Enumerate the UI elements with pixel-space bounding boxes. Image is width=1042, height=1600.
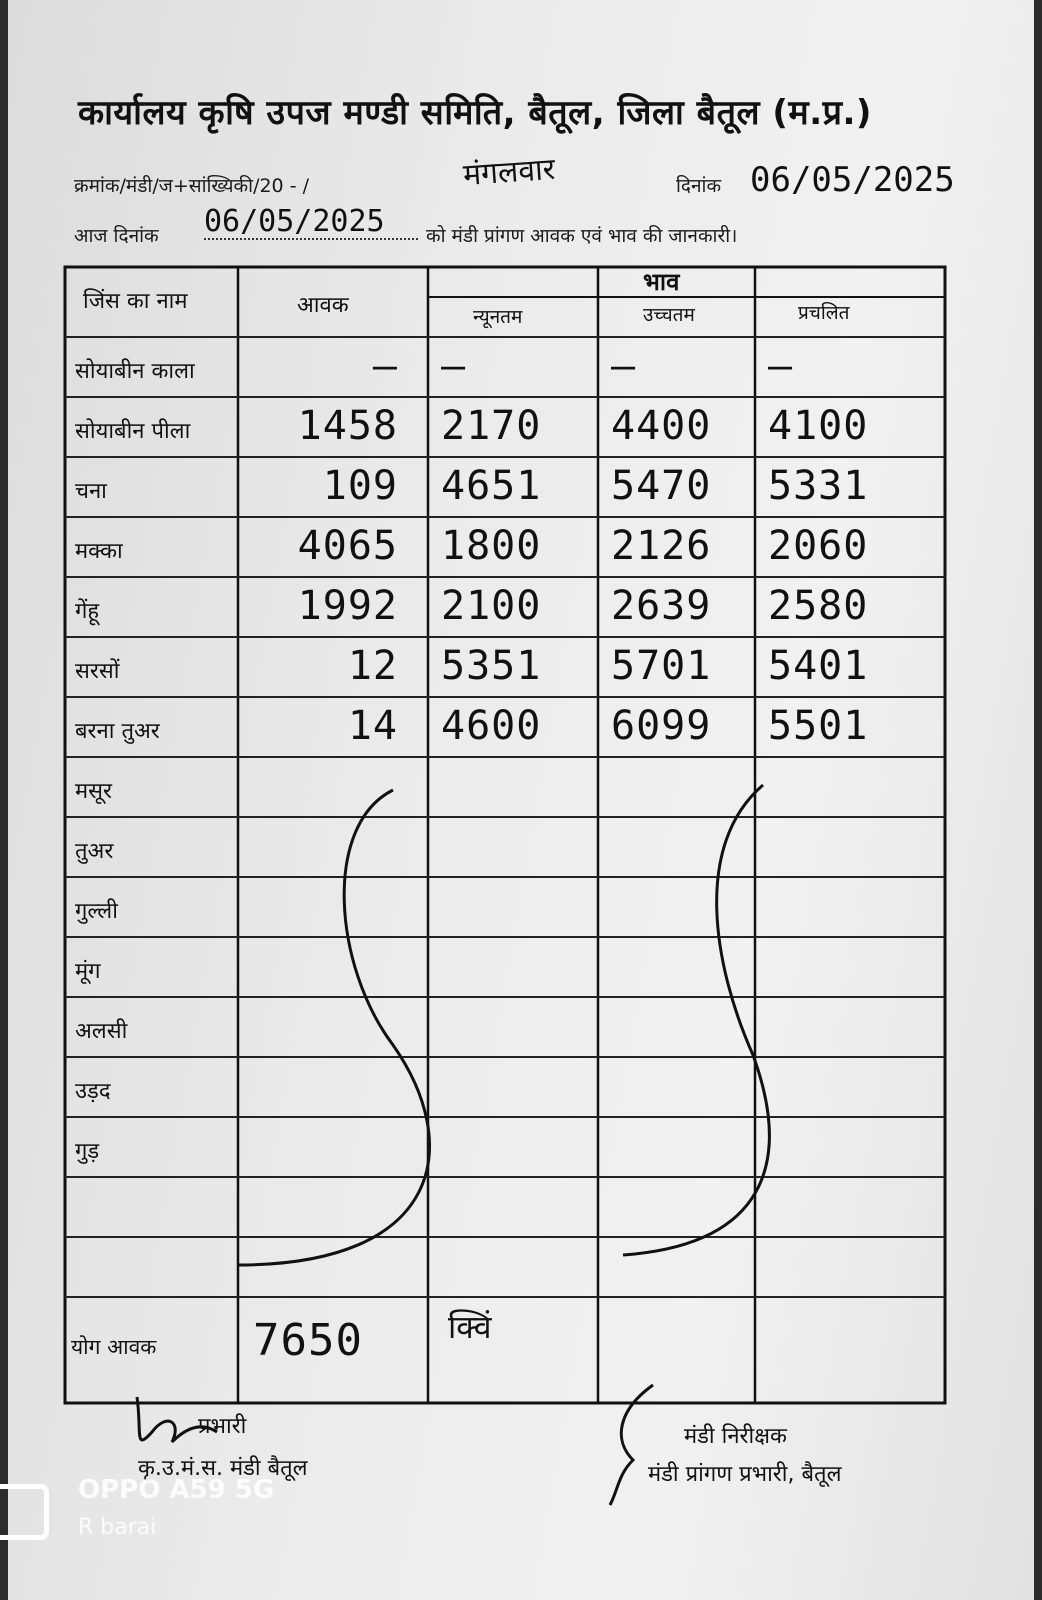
cell-max: 6099: [611, 703, 712, 749]
cell-min: 4651: [441, 463, 542, 509]
header-arrival: आवक: [297, 293, 349, 318]
cell-min: 2100: [441, 583, 542, 629]
right-signature-office: मंडी प्रांगण प्रभारी, बैतूल: [648, 1462, 842, 1487]
watermark-name: R barai: [78, 1515, 157, 1540]
cell-prevailing: 2580: [768, 583, 869, 629]
camera-watermark-logo-icon: [0, 1484, 49, 1540]
total-arrival-value: 7650: [253, 1315, 363, 1366]
commodity-name: मक्का: [75, 539, 123, 564]
right-signature-bracket: [608, 1380, 668, 1510]
document-sheet: [8, 0, 1034, 1600]
day-handwritten: मंगलवार: [462, 151, 557, 194]
cell-arrival: —: [372, 343, 398, 389]
cell-arrival: 12: [347, 643, 398, 689]
camera-watermark: [78, 1475, 274, 1540]
office-title: कार्यालय कृषि उपज मण्डी समिति, बैतूल, जिला बैतूल (म.प्र.): [78, 93, 872, 133]
commodity-name: गुल्ली: [75, 899, 118, 924]
report-subtitle: को मंडी प्रांगण आवक एवं भाव की जानकारी।: [426, 225, 738, 247]
cell-max: 2639: [611, 583, 712, 629]
commodity-name: गेंहू: [75, 599, 100, 624]
cell-arrival: 1458: [297, 403, 398, 449]
header-price-group: भाव: [643, 268, 680, 296]
commodity-name: मूंग: [75, 959, 101, 984]
cell-min: 4600: [441, 703, 542, 749]
today-date-handwritten: 06/05/2025: [204, 204, 385, 239]
cell-min: 5351: [441, 643, 542, 689]
cell-prevailing: 2060: [768, 523, 869, 569]
header-commodity: जिंस का नाम: [83, 289, 188, 314]
header-max-price: उच्चतम: [643, 304, 695, 326]
cell-arrival: 14: [347, 703, 398, 749]
right-signature-title: मंडी निरीक्षक: [684, 1424, 787, 1449]
cell-max: 4400: [611, 403, 712, 449]
reference-number-label: क्रमांक/मंडी/ज+सांख्यिकी/20 - /: [74, 175, 309, 197]
cell-arrival: 4065: [297, 523, 398, 569]
header-min-price: न्यूनतम: [473, 306, 523, 328]
commodity-name: मसूर: [75, 779, 113, 804]
left-signature-title: प्रभारी: [198, 1414, 247, 1439]
total-label: योग आवक: [71, 1335, 157, 1359]
commodity-name: बरना तुअर: [75, 719, 160, 744]
commodity-name: सोयाबीन पीला: [75, 419, 191, 444]
cell-max: 2126: [611, 523, 712, 569]
total-unit-handwritten: क्विं: [448, 1308, 492, 1346]
header-prevailing-price: प्रचलित: [798, 302, 850, 324]
commodity-name: चना: [75, 479, 107, 504]
cell-prevailing: 5501: [768, 703, 869, 749]
today-label: आज दिनांक: [74, 225, 159, 247]
commodity-name: सरसों: [75, 659, 120, 684]
left-signature-block: [138, 1410, 308, 1482]
watermark-device: OPPO A59 5G: [78, 1475, 275, 1505]
cell-prevailing: 5401: [768, 643, 869, 689]
cell-arrival: 1992: [297, 583, 398, 629]
commodity-name: सोयाबीन काला: [75, 359, 195, 384]
cell-max: —: [611, 343, 637, 389]
date-handwritten: 06/05/2025: [750, 160, 955, 200]
cell-min: —: [441, 343, 467, 389]
commodity-name: उड़द: [75, 1079, 111, 1104]
left-signature-office: कृ.उ.मं.स. मंडी बैतूल: [138, 1456, 308, 1481]
left-signature-scribble: [132, 1392, 222, 1462]
cell-prevailing: 5331: [768, 463, 869, 509]
arrival-price-table: [63, 265, 947, 1405]
cell-arrival: 109: [322, 463, 398, 509]
cell-max: 5470: [611, 463, 712, 509]
cell-max: 5701: [611, 643, 712, 689]
right-signature-block: [648, 1420, 842, 1488]
cell-min: 1800: [441, 523, 542, 569]
dotted-underline: [204, 238, 418, 240]
commodity-name: अलसी: [75, 1019, 128, 1044]
date-label: दिनांक: [676, 175, 722, 197]
commodity-name: तुअर: [75, 839, 114, 864]
cell-min: 2170: [441, 403, 542, 449]
commodity-name: गुड़: [75, 1139, 100, 1164]
cell-prevailing: 4100: [768, 403, 869, 449]
cell-prevailing: —: [768, 343, 794, 389]
